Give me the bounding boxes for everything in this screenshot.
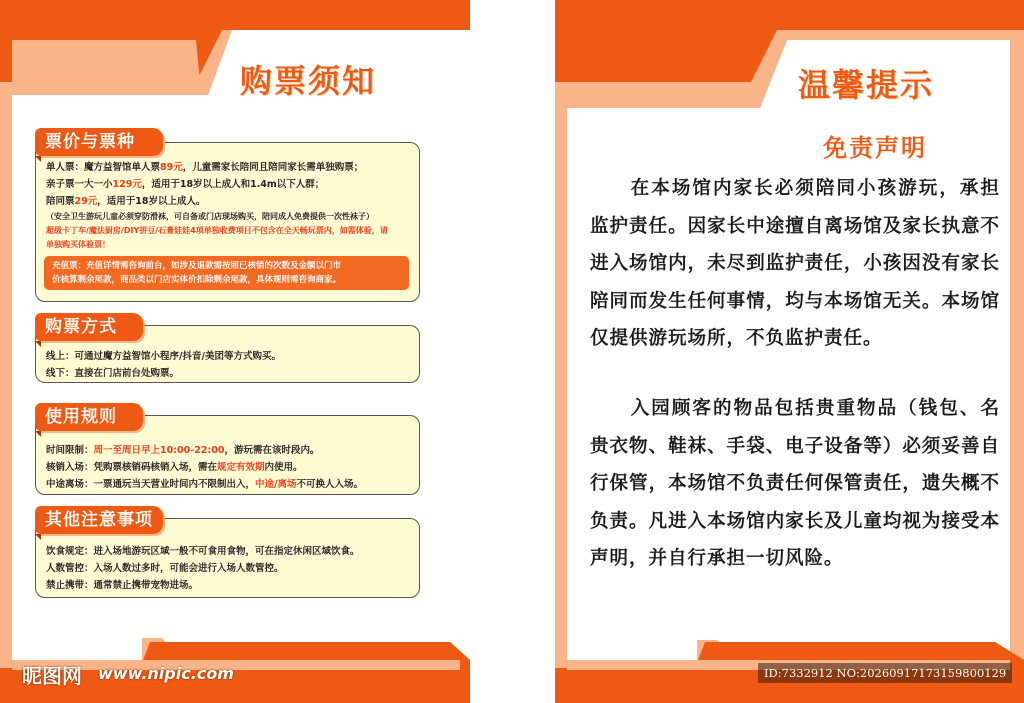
poster-title-right: 温馨提示 xyxy=(798,66,935,104)
section-purchase xyxy=(35,313,420,393)
prices-box xyxy=(35,142,420,302)
extra-charge-line-1: 超级卡丁车/魔法厨房/DIY拼豆/石膏娃娃4项单独收费项目不包含在全天畅玩票内，如需体验，请 xyxy=(46,226,388,235)
watermark-id: ID:7332912 NO:20260917173159800129 xyxy=(758,663,1012,683)
prices-heading: 票价与票种 xyxy=(35,128,163,156)
socks-note: （安全卫生游玩儿童必须穿防滑袜，可自备或门店现场购买，陪同成人免费提供一次性袜子） xyxy=(46,212,374,221)
companion-ticket-line: 陪同票29元，适用于18岁以上成人。 xyxy=(46,196,206,207)
single-ticket-line: 单人票：魔方益智馆单人票89元，儿童需家长陪同且陪同家长需单独购票； xyxy=(46,162,364,173)
pet-rule: 禁止携带：通常禁止携带宠物进场。 xyxy=(46,580,199,591)
section-rules xyxy=(35,403,420,493)
disclaimer-subtitle: 免责声明 xyxy=(823,134,927,162)
leave-midway-line: 中途离场：一票通玩当天营业时间内不限制出入，中途/离场不可换人入场。 xyxy=(46,479,364,490)
section-other xyxy=(35,506,420,602)
watermark-url: www.nipic.com xyxy=(98,664,234,683)
purchase-online: 线上：可通过魔方益智馆小程序/抖音/美团等方式购买。 xyxy=(46,351,281,362)
other-heading: 其他注意事项 xyxy=(35,506,163,534)
purchase-heading: 购票方式 xyxy=(35,313,143,341)
check-in-line: 核销入场：凭购票核销码核销入场，需在规定有效期内使用。 xyxy=(46,462,303,473)
watermark-logo: 昵图网 xyxy=(22,664,82,688)
crowd-rule: 人数管控：入场人数过多时，可能会进行入场人数管控。 xyxy=(46,563,284,574)
disclaimer-paragraph-2: 入园顾客的物品包括贵重物品（钱包、名贵衣物、鞋袜、手袋、电子设备等）必须妥善自行保管，本场馆不负责任何保管责任，遗失概不负责。凡进入本场馆内家长及儿童均视为接受本声明，并自行承担一切风险。 xyxy=(590,398,1000,569)
purchase-offline: 线下：直接在门店前台处购票。 xyxy=(46,368,180,379)
ticket-notice-poster xyxy=(0,0,470,703)
poster-title: 购票须知 xyxy=(240,62,377,100)
disclaimer-paragraph-1: 在本场馆内家长必须陪同小孩游玩，承担监护责任。因家长中途擅自离场馆及家长执意不进入场馆内，未尽到监护责任，小孩因没有家长陪同而发生任何事情，均与本场馆无关。本场馆仅提供游玩场所，不负监护责任。 xyxy=(590,178,1000,349)
family-ticket-line: 亲子票一大一小129元，适用于18岁以上成人和1.4m以下人群； xyxy=(46,179,325,190)
extra-charge-line-2: 单独购买体验票！ xyxy=(46,240,110,249)
rules-heading: 使用规则 xyxy=(35,403,143,431)
time-limit-line: 时间限制：周一至周日早上10:00-22:00，游玩需在该时段内。 xyxy=(46,445,320,456)
recharge-notice: 充值票：充值详情需咨询前台，如涉及退款需按照已核销的次数及金额以门市 价核算剩余尾款，商品类以门店实体价扣除剩余尾款，具体规则需咨询商家。 xyxy=(44,256,409,290)
section-prices xyxy=(35,128,420,304)
food-rule: 饮食规定：进入场地游玩区域一般不可食用食物，可在指定休闲区域饮食。 xyxy=(46,546,360,557)
